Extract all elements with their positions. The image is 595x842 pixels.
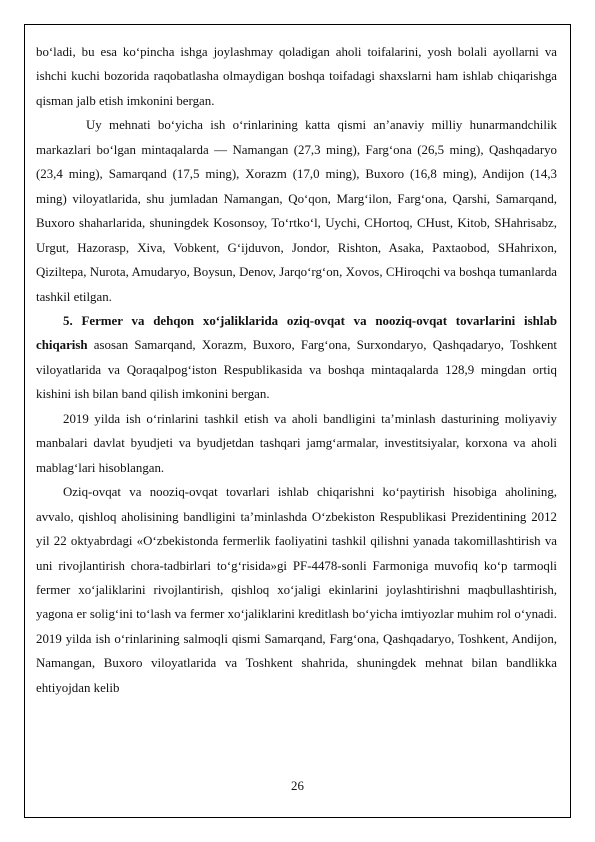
section-heading: 5. Fermer va dehqon xo‘jaliklarida oziq-ovqat va nooziq-ovqat tovarlarini ishlab chiqarish xyxy=(36,313,557,353)
page-number: 26 xyxy=(291,779,304,793)
paragraph-funding: 2019 yilda ish o‘rinlarini tashkil etish va aholi bandligini ta’minlash dasturining moliyaviy manbalari davlat byudjeti va byudjetdan tashqari jamg‘armalar, investitsiyalar, korxona va aholi mablag‘lari hisoblangan. xyxy=(36,411,557,475)
paragraph-continuation: bo‘ladi, bu esa ko‘pincha ishga joylashmay qoladigan aholi toifalarini, yosh bolali ayollarni va ishchi kuchi bozorida raqobatlasha olmaydigan boshqa toifadagi shaxslarni ham ishlab chiqarishga qisman jalb etish imkonini bergan. xyxy=(36,45,557,108)
document-body xyxy=(36,40,557,700)
paragraph-farmers xyxy=(36,309,557,407)
section-text: asosan Samarqand, Xorazm, Buxoro, Farg‘ona, Surxondaryo, Qashqadaryo, Toshkent viloyatlarida va Qoraqalpog‘iston Respublikasida va boshqa mintaqalarda 128,9 mingdan ortiq kishini ish bilan band qilish imkonini bergan. xyxy=(36,338,557,402)
paragraph-home-labor: Uy mehnati bo‘yicha ish o‘rinlarining katta qismi an’anaviy milliy hunarmandchilik markazlari bo‘lgan mintaqalarda — Namangan (27,3 ming), Farg‘ona (26,5 ming), Qashqadaryo (23,4 ming), Samarqand (17,5 ming), Xorazm (17,0 ming), Buxoro (16,8 ming), Andijon (14,3 ming) viloyatlarida, shu jumladan Namangan, Qo‘qon, Marg‘ilon, Farg‘ona, Qarshi, Samarqand, Buxoro shaharlarida, shuningdek Kosonsoy, To‘rtko‘l, Uychi, CHortoq, CHust, Kitob, SHahrisabz, Urgut, Hazorasp, Xiva, Vobkent, G‘ijduvon, Jondor, Rishton, Asaka, Paxtaobod, SHahrixon, Qiziltepa, Nurota, Amudaryo, Boysun, Denov, Jarqo‘rg‘on, Xovos, CHiroqchi va boshqa tumanlarda tashkil etilgan. xyxy=(36,118,557,304)
paragraph-food-production: Oziq-ovqat va nooziq-ovqat tovarlari ishlab chiqarishni ko‘paytirish hisobiga aholining, avvalo, qishloq aholisining bandligini ta’minlashda O‘zbekiston Respublikasi Prezidentining 2012 yil 22 oktyabrdagi «O‘zbekistonda fermerlik faoliyatini tashkil qilishni yanada takomillashtirish va uni rivojlantirish chora-tadbirlari to‘g‘risida»gi PF-4478-sonli Farmoniga muvofiq ko‘p tarmoqli fermer xo‘jaliklarini rivojlantirish, qishloq xo‘jaligi ekinlarini joylashtirishni maqbullashtirish, yagona er solig‘ini to‘lash va fermer xo‘jaliklarini kreditlash bo‘yicha imtiyozlar muhim rol o‘ynadi. 2019 yilda ish o‘rinlarining salmoqli qismi Samarqand, Farg‘ona, Qashqadaryo, Toshkent, Andijon, Namangan, Buxoro viloyatlarida va Toshkent shahrida, shuningdek mehnat bilan bandlikka ehtiyojdan kelib xyxy=(36,485,557,695)
